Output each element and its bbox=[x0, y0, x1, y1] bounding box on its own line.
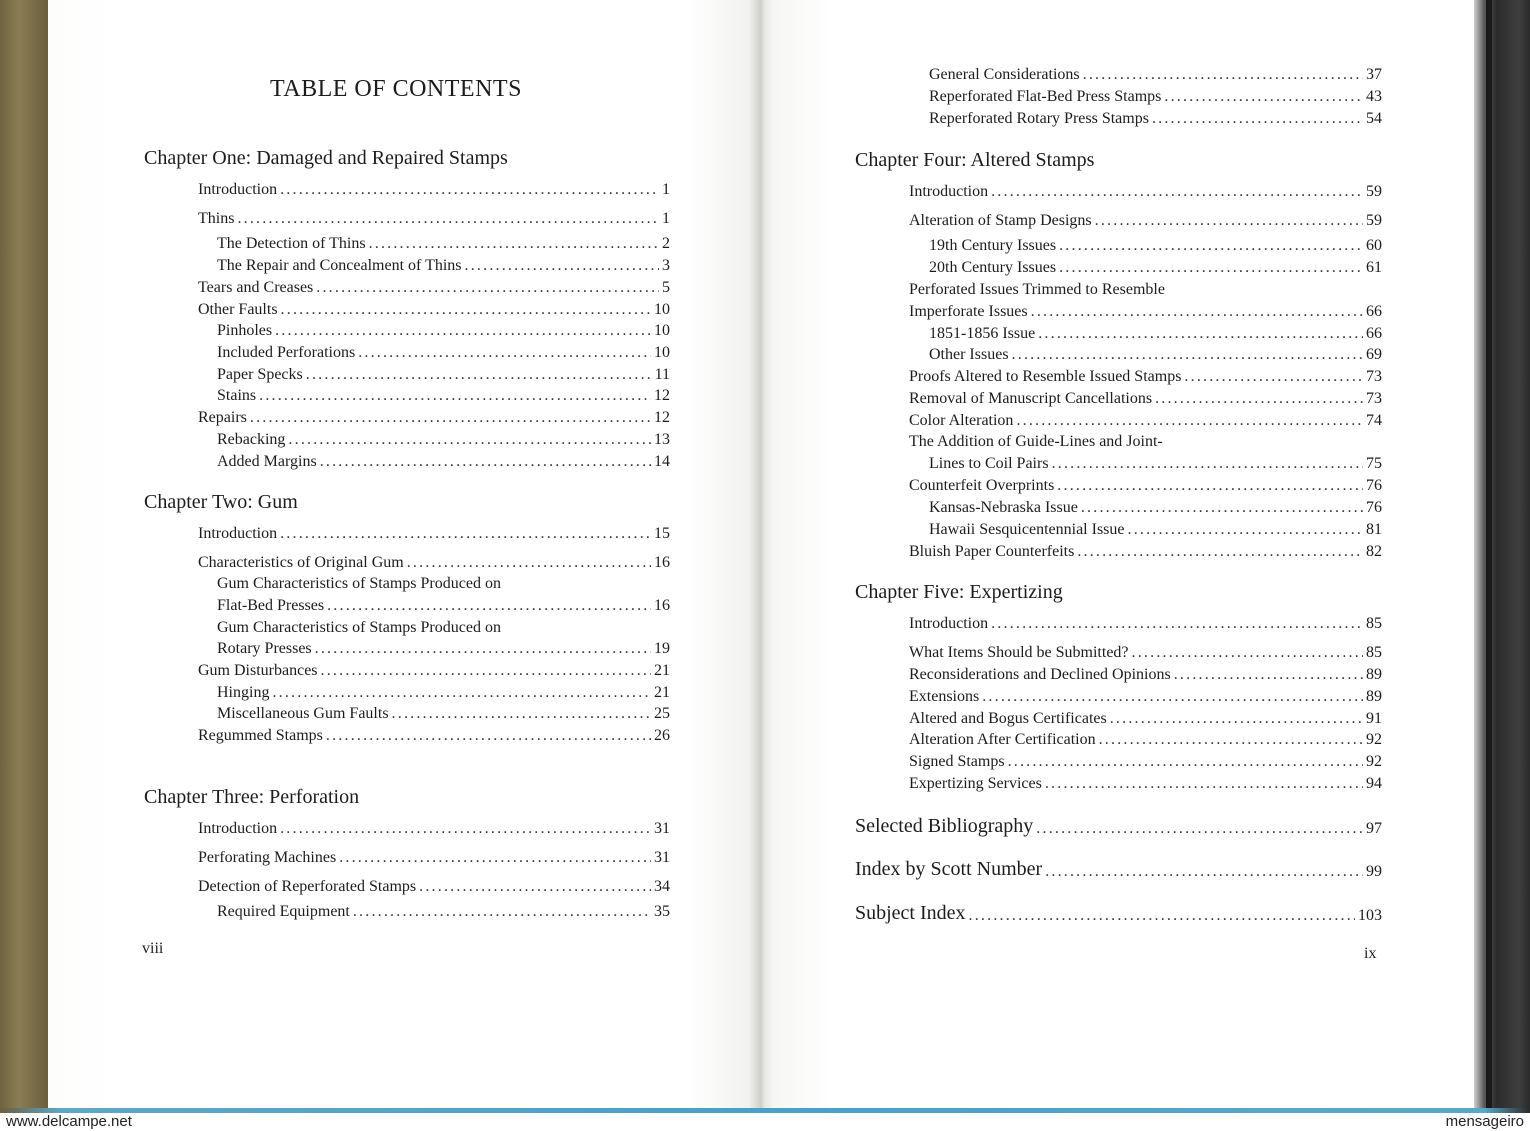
chapter-two-heading: Chapter Two: Gum bbox=[144, 491, 298, 513]
page-title: TABLE OF CONTENTS bbox=[270, 76, 522, 102]
toc-entry: Expertizing Services ..... 94 bbox=[909, 774, 1382, 794]
toc-entry: Included Perforations ..... 10 bbox=[217, 343, 670, 363]
toc-entry: General Considerations ..... 37 bbox=[929, 65, 1382, 85]
toc-entry: Signed Stamps ..... 92 bbox=[909, 752, 1382, 772]
toc-entry: Proofs Altered to Resemble Issued Stamps ..... 73 bbox=[909, 367, 1382, 387]
toc-entry: Hinging ..... 21 bbox=[217, 683, 670, 703]
toc-entry: Rebacking ..... 13 bbox=[217, 430, 670, 450]
toc-entry: Color Alteration ..... 74 bbox=[909, 411, 1382, 431]
toc-entry: Characteristics of Original Gum ..... 16 bbox=[198, 553, 670, 573]
toc-backmatter-entry: Index by Scott Number ..... 99 bbox=[855, 858, 1382, 881]
book-gutter bbox=[750, 0, 774, 1108]
toc-entry: 1851-1856 Issue ..... 66 bbox=[929, 324, 1382, 344]
toc-entry: Rotary Presses ..... 19 bbox=[217, 639, 670, 659]
toc-entry: Regummed Stamps ..... 26 bbox=[198, 726, 670, 746]
book-cover-left-edge bbox=[0, 0, 48, 1112]
toc-entry: Stains ..... 12 bbox=[217, 386, 670, 406]
toc-entry: Reperforated Flat-Bed Press Stamps ..... 43 bbox=[929, 87, 1382, 107]
toc-backmatter-entry: Selected Bibliography ..... 97 bbox=[855, 815, 1382, 838]
toc-entry: What Items Should be Submitted? ..... 85 bbox=[909, 643, 1382, 663]
toc-entry: Required Equipment ..... 35 bbox=[217, 902, 670, 922]
toc-entry: Bluish Paper Counterfeits ..... 82 bbox=[909, 542, 1382, 562]
toc-entry: Reperforated Rotary Press Stamps ..... 54 bbox=[929, 109, 1382, 129]
toc-entry: Introduction ..... 31 bbox=[198, 819, 670, 839]
page-number-left: viii bbox=[142, 940, 164, 957]
watermark-left: www.delcampe.net bbox=[6, 1113, 132, 1130]
toc-entry: Other Issues ..... 69 bbox=[929, 345, 1382, 365]
toc-entry: Imperforate Issues ..... 66 bbox=[909, 302, 1382, 322]
toc-entry: Miscellaneous Gum Faults ..... 25 bbox=[217, 704, 670, 724]
toc-entry: Introduction ..... 1 bbox=[198, 180, 670, 200]
toc-entry: The Repair and Concealment of Thins ..... 3 bbox=[217, 256, 670, 276]
toc-entry: The Detection of Thins ..... 2 bbox=[217, 234, 670, 254]
toc-entry: Added Margins ..... 14 bbox=[217, 452, 670, 472]
toc-entry: Gum Disturbances ..... 21 bbox=[198, 661, 670, 681]
toc-entry: Paper Specks ..... 11 bbox=[217, 365, 670, 385]
toc-backmatter-entry: Subject Index ..... 103 bbox=[855, 902, 1382, 925]
toc-entry-line: Gum Characteristics of Stamps Produced on bbox=[217, 575, 501, 592]
watermark-strip bbox=[0, 1113, 1530, 1131]
toc-entry-line: Gum Characteristics of Stamps Produced on bbox=[217, 619, 501, 636]
toc-entry: Pinholes ..... 10 bbox=[217, 321, 670, 341]
chapter-one-heading: Chapter One: Damaged and Repaired Stamps bbox=[144, 147, 508, 169]
toc-entry: Altered and Bogus Certificates ..... 91 bbox=[909, 709, 1382, 729]
page-number-right: ix bbox=[1364, 945, 1377, 962]
book-cover-right-edge bbox=[1474, 0, 1530, 1112]
toc-entry: Flat-Bed Presses ..... 16 bbox=[217, 596, 670, 616]
toc-entry: Alteration of Stamp Designs ..... 59 bbox=[909, 211, 1382, 231]
toc-entry: Hawaii Sesquicentennial Issue ..... 81 bbox=[929, 520, 1382, 540]
toc-entry: Perforating Machines ..... 31 bbox=[198, 848, 670, 868]
toc-entry: Alteration After Certification ..... 92 bbox=[909, 730, 1382, 750]
toc-entry: Repairs ..... 12 bbox=[198, 408, 670, 428]
toc-entry: Detection of Reperforated Stamps ..... 34 bbox=[198, 877, 670, 897]
toc-entry-line: Perforated Issues Trimmed to Resemble bbox=[909, 281, 1165, 298]
toc-entry: Extensions ..... 89 bbox=[909, 687, 1382, 707]
toc-entry-line: The Addition of Guide-Lines and Joint- bbox=[909, 433, 1163, 450]
toc-entry: 19th Century Issues ..... 60 bbox=[929, 236, 1382, 256]
toc-entry: Introduction ..... 59 bbox=[909, 182, 1382, 202]
toc-entry: Reconsiderations and Declined Opinions ..... 89 bbox=[909, 665, 1382, 685]
toc-entry: Counterfeit Overprints ..... 76 bbox=[909, 476, 1382, 496]
watermark-right: mensageiro bbox=[1445, 1113, 1524, 1130]
toc-entry: Kansas-Nebraska Issue ..... 76 bbox=[929, 498, 1382, 518]
toc-entry: Introduction ..... 85 bbox=[909, 614, 1382, 634]
toc-entry: Tears and Creases ..... 5 bbox=[198, 278, 670, 298]
toc-entry: Introduction ..... 15 bbox=[198, 524, 670, 544]
chapter-three-heading: Chapter Three: Perforation bbox=[144, 786, 360, 808]
toc-entry: Removal of Manuscript Cancellations ..... 73 bbox=[909, 389, 1382, 409]
toc-entry: Lines to Coil Pairs ..... 75 bbox=[929, 454, 1382, 474]
chapter-four-heading: Chapter Four: Altered Stamps bbox=[855, 149, 1095, 171]
toc-entry: 20th Century Issues ..... 61 bbox=[929, 258, 1382, 278]
toc-entry: Thins ..... 1 bbox=[198, 209, 670, 229]
toc-entry: Other Faults ..... 10 bbox=[198, 300, 670, 320]
chapter-five-heading: Chapter Five: Expertizing bbox=[855, 581, 1063, 603]
book-cover-right-shadow bbox=[1486, 0, 1492, 1112]
